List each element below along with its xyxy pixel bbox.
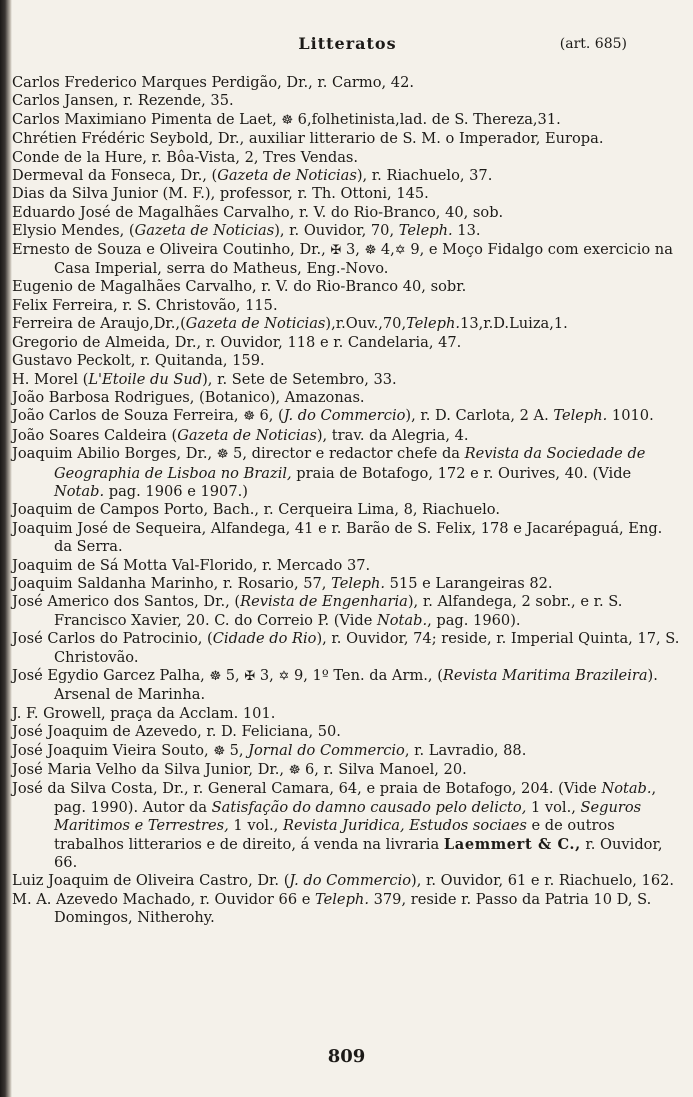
list-item: Chrétien Frédéric Seybold, Dr., auxiliar litterario de S. M. o Imperador, Europa.	[12, 130, 604, 148]
page-number: 809	[327, 1046, 366, 1067]
list-item: Felix Ferreira, r. S. Christovão, 115.	[12, 296, 278, 314]
article-reference: (art. 685)	[559, 36, 627, 52]
order-symbol-icon: ☸	[213, 743, 225, 759]
list-item: Eduardo José de Magalhães Carvalho, r. V. do Rio-Branco, 40, sob.	[12, 203, 504, 221]
list-item: Carlos Jansen, r. Rezende, 35.	[12, 92, 234, 110]
list-item: João Soares Caldeira (Gazeta de Noticias), trav. da Alegria, 4.	[12, 426, 469, 444]
list-item: José Joaquim de Azevedo, r. D. Feliciana, 50.	[12, 723, 341, 741]
list-item: Joaquim Abilio Borges, Dr., ☸ 5, director e redactor chefe da Revista da Sociedade de Geographia de Lisboa no Brazil, praia de Botafogo, 172 e r. Ourives, 40. (Vide Notab. pag. 1906 e 1907.)	[12, 445, 646, 500]
order-symbol-icon: ☸	[209, 669, 222, 684]
list-item: Joaquim de Campos Porto, Bach., r. Cerqueira Lima, 8, Riachuelo.	[12, 501, 500, 519]
list-item: João Carlos de Souza Ferreira, ☸ 6, (J. do Commercio), r. D. Carlota, 2 A. Teleph. 1010.	[12, 407, 654, 425]
star-symbol-icon: ✡	[394, 242, 406, 258]
star-symbol-icon: ✡	[278, 669, 290, 684]
list-item: Conde de la Hure, r. Bôa-Vista, 2, Tres Vendas.	[12, 148, 359, 166]
publisher-name: Laemmert & C.,	[443, 835, 581, 853]
list-item: João Barbosa Rodrigues, (Botanico), Amazonas.	[12, 388, 365, 406]
list-item: Elysio Mendes, (Gazeta de Noticias), r. Ouvidor, 70, Teleph. 13.	[12, 222, 481, 240]
order-symbol-icon: ☸	[288, 763, 301, 779]
list-item: José Egydio Garcez Palha, ☸ 5, ✠ 3, ✡ 9, 1º Ten. da Arm., (Revista Maritima Brazileira). Arsenal de Marinha.	[12, 667, 658, 704]
list-item: Gustavo Peckolt, r. Quitanda, 159.	[12, 352, 265, 370]
section-title: Litteratos	[298, 34, 397, 53]
cross-symbol-icon: ✠	[244, 669, 256, 684]
list-item: H. Morel (L'Etoile du Sud), r. Sete de Setembro, 33.	[12, 370, 397, 388]
order-symbol-icon: ☸	[364, 242, 377, 258]
list-item: Ernesto de Souza e Oliveira Coutinho, Dr., ✠ 3, ☸ 4,✡ 9, e Moço Fidalgo com exercicio na Casa Imperial, serra do Matheus, Eng.-Novo.	[12, 240, 673, 278]
order-symbol-icon: ☸	[281, 112, 294, 128]
list-item: Carlos Maximiano Pimenta de Laet, ☸ 6,folhetinista,lad. de S. Thereza,31.	[12, 110, 561, 128]
list-item: Carlos Frederico Marques Perdigão, Dr., r. Carmo, 42.	[12, 74, 414, 91]
list-item: Dias da Silva Junior (M. F.), professor, r. Th. Ottoni, 145.	[12, 185, 429, 203]
list-item: Eugenio de Magalhães Carvalho, r. V. do Rio-Branco 40, sobr.	[12, 278, 467, 296]
order-symbol-icon: ☸	[216, 447, 229, 463]
cross-symbol-icon: ✠	[330, 242, 342, 258]
list-item: M. A. Azevedo Machado, r. Ouvidor 66 e Teleph. 379, reside r. Passo da Patria 10 D, S. Domingos, Nitherohy.	[12, 890, 652, 927]
order-symbol-icon: ☸	[243, 409, 255, 425]
list-item: Joaquim de Sá Motta Val-Florido, r. Mercado 37.	[12, 556, 371, 574]
entry-list	[12, 74, 680, 928]
page-header	[20, 34, 675, 56]
list-item: José Carlos do Patrocinio, (Cidade do Rio), r. Ouvidor, 74; reside, r. Imperial Quinta, 17, S. Christovão.	[12, 630, 680, 666]
list-item: Dermeval da Fonseca, Dr., (Gazeta de Noticias), r. Riachuelo, 37.	[12, 167, 493, 185]
list-item: Luiz Joaquim de Oliveira Castro, Dr. (J. do Commercio), r. Ouvidor, 61 e r. Riachuelo, 162.	[12, 872, 675, 890]
list-item: José Joaquim Vieira Souto, ☸ 5, Jornal do Commercio, r. Lavradio, 88.	[12, 741, 527, 759]
list-item: Gregorio de Almeida, Dr., r. Ouvidor, 118 e r. Candelaria, 47.	[12, 333, 462, 351]
list-item: Joaquim Saldanha Marinho, r. Rosario, 57, Teleph. 515 e Larangeiras 82.	[12, 574, 553, 592]
list-item: Joaquim José de Sequeira, Alfandega, 41 e r. Barão de S. Felix, 178 e Jacarépaguá, Eng. da Serra.	[12, 519, 663, 556]
list-item: Ferreira de Araujo,Dr.,(Gazeta de Noticias),r.Ouv.,70,Teleph.13,r.D.Luiza,1.	[12, 315, 568, 333]
list-item: José Maria Velho da Silva Junior, Dr., ☸ 6, r. Silva Manoel, 20.	[12, 761, 467, 779]
list-item: José Americo dos Santos, Dr., (Revista de Engenharia), r. Alfandega, 2 sobr., e r. S. Francisco Xavier, 20. C. do Correio P. (Vide Notab., pag. 1960).	[12, 593, 623, 629]
list-item: José da Silva Costa, Dr., r. General Camara, 64, e praia de Botafogo, 204. (Vide Notab., pag. 1990). Autor da Satisfação do damno causado pelo delicto, 1 vol., Seguros Maritimos e Terrestres, 1 vol., Revista Juridica, Estudos sociaes e de outros trabalhos litterarios e de direito, á venda na livraria Laemmert & C., r. Ouvidor, 66.	[12, 780, 663, 872]
binding-shadow	[0, 0, 12, 1097]
list-item: J. F. Growell, praça da Acclam. 101.	[12, 704, 276, 722]
